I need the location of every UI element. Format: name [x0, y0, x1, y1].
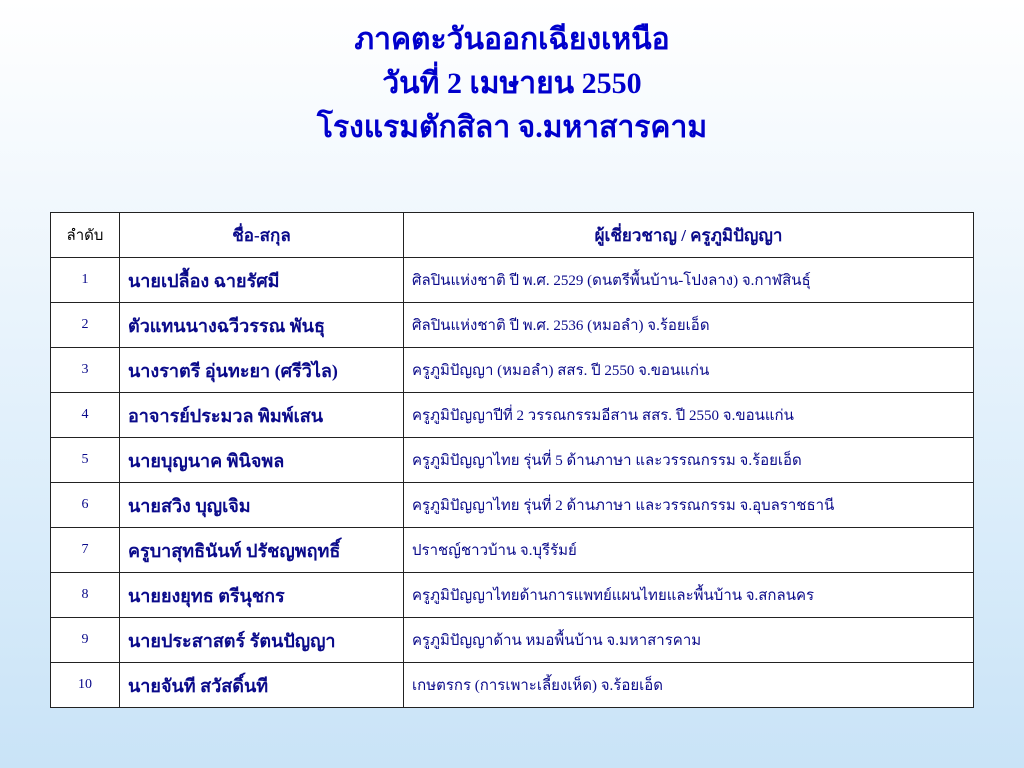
row-number: 8 — [51, 573, 120, 618]
row-name: นางราตรี อุ่นทะยา (ศรีวิไล) — [120, 348, 404, 393]
row-number: 1 — [51, 258, 120, 303]
table-row — [51, 483, 974, 528]
row-number: 7 — [51, 528, 120, 573]
table-row — [51, 348, 974, 393]
row-number: 6 — [51, 483, 120, 528]
row-name: นายจันที สวัสดิ์นที — [120, 663, 404, 708]
row-name: อาจารย์ประมวล พิมพ์เสน — [120, 393, 404, 438]
header-name: ชื่อ-สกุล — [120, 213, 404, 258]
row-name: นายประสาสตร์ รัตนปัญญา — [120, 618, 404, 663]
header-order: ลำดับ — [51, 213, 120, 258]
row-name: ครูบาสุทธินันท์ ปรัชญพฤทธิ์ — [120, 528, 404, 573]
row-name: นายเปลื้อง ฉายรัศมี — [120, 258, 404, 303]
row-number: 5 — [51, 438, 120, 483]
table-row — [51, 258, 974, 303]
row-expertise: ครูภูมิปัญญาไทย รุ่นที่ 5 ด้านภาษา และวรรณกรรม จ.ร้อยเอ็ด — [404, 438, 974, 483]
row-expertise: ครูภูมิปัญญาด้าน หมอพื้นบ้าน จ.มหาสารคาม — [404, 618, 974, 663]
row-number: 4 — [51, 393, 120, 438]
row-name: นายสวิง บุญเจิม — [120, 483, 404, 528]
row-expertise: ครูภูมิปัญญา (หมอลำ) สสร. ปี 2550 จ.ขอนแก่น — [404, 348, 974, 393]
title-region: ภาคตะวันออกเฉียงเหนือ — [354, 23, 670, 56]
row-expertise: ศิลปินแห่งชาติ ปี พ.ศ. 2536 (หมอลำ) จ.ร้อยเอ็ด — [404, 303, 974, 348]
title-venue: โรงแรมตักสิลา จ.มหาสารคาม — [316, 111, 708, 144]
row-expertise: ศิลปินแห่งชาติ ปี พ.ศ. 2529 (ดนตรีพื้นบ้าน-โปงลาง) จ.กาฬสินธุ์ — [404, 258, 974, 303]
table-row — [51, 303, 974, 348]
table-row — [51, 393, 974, 438]
table-row — [51, 618, 974, 663]
table-header-row — [51, 213, 974, 258]
row-expertise: ครูภูมิปัญญาปีที่ 2 วรรณกรรมอีสาน สสร. ปี 2550 จ.ขอนแก่น — [404, 393, 974, 438]
header-expertise: ผู้เชี่ยวชาญ / ครูภูมิปัญญา — [404, 213, 974, 258]
row-expertise: เกษตรกร (การเพาะเลี้ยงเห็ด) จ.ร้อยเอ็ด — [404, 663, 974, 708]
slide-title-block — [0, 18, 1024, 150]
row-number: 9 — [51, 618, 120, 663]
row-number: 2 — [51, 303, 120, 348]
row-expertise: ครูภูมิปัญญาไทย รุ่นที่ 2 ด้านภาษา และวรรณกรรม จ.อุบลราชธานี — [404, 483, 974, 528]
row-name: นายบุญนาค พินิจพล — [120, 438, 404, 483]
row-expertise: ครูภูมิปัญญาไทยด้านการแพทย์แผนไทยและพื้นบ้าน จ.สกลนคร — [404, 573, 974, 618]
table-row — [51, 663, 974, 708]
title-date: วันที่ 2 เมษายน 2550 — [382, 67, 642, 100]
row-name: นายยงยุทธ ตรีนุชกร — [120, 573, 404, 618]
row-expertise: ปราชญ์ชาวบ้าน จ.บุรีรัมย์ — [404, 528, 974, 573]
row-number: 10 — [51, 663, 120, 708]
table-row — [51, 573, 974, 618]
table-row — [51, 528, 974, 573]
table-row — [51, 438, 974, 483]
row-number: 3 — [51, 348, 120, 393]
experts-table — [50, 212, 974, 708]
row-name: ตัวแทนนางฉวีวรรณ พันธุ — [120, 303, 404, 348]
